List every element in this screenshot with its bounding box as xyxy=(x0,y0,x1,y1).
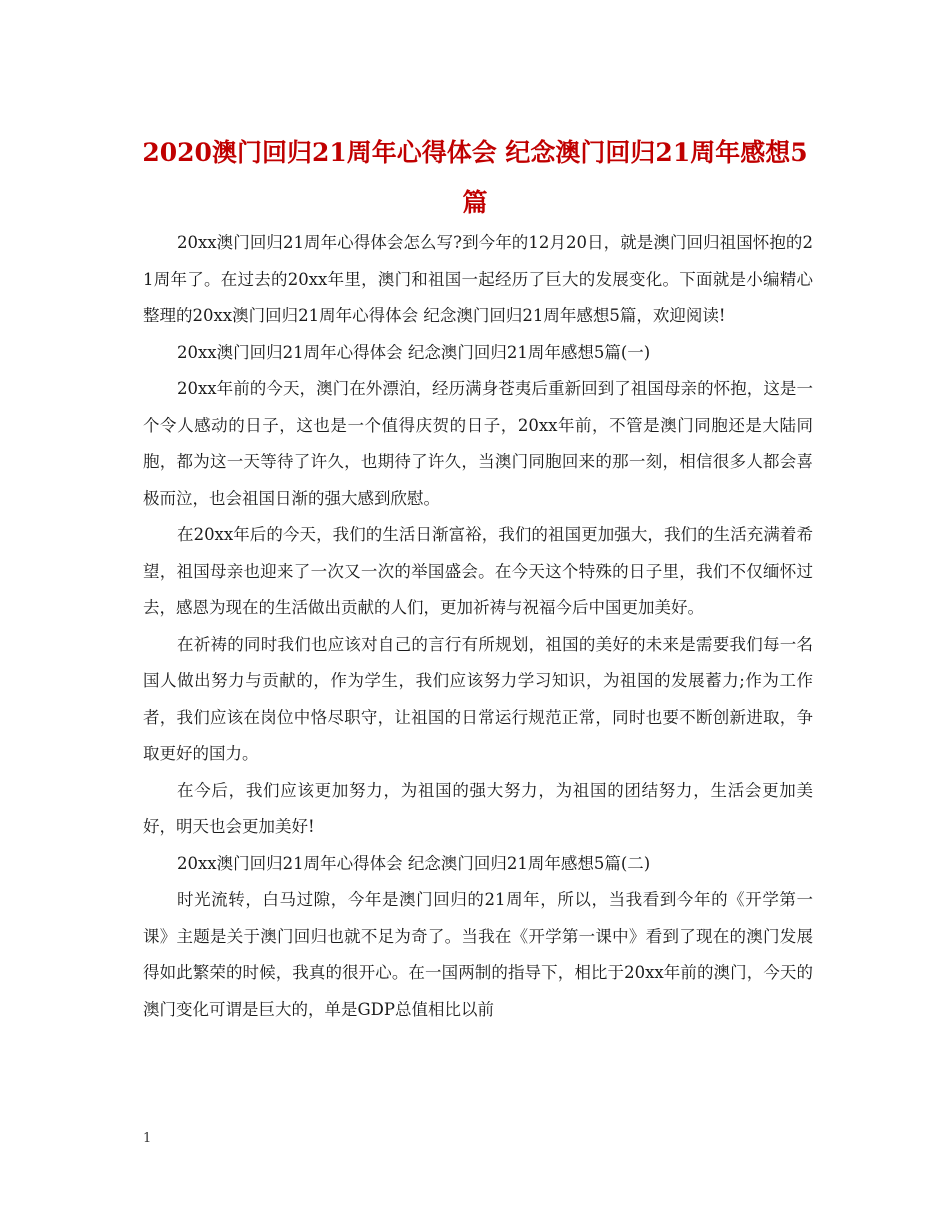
body-paragraph: 在今后，我们应该更加努力，为祖国的强大努力，为祖国的团结努力，生活会更加美好，明天也会更加美好! xyxy=(143,780,813,836)
intro-paragraph: 20xx澳门回归21周年心得体会怎么写?到今年的12月20日，就是澳门回归祖国怀抱的21周年了。在过去的20xx年里，澳门和祖国一起经历了巨大的发展变化。下面就是小编精心整理的20xx澳门回归21周年心得体会 纪念澳门回归21周年感想5篇，欢迎阅读! xyxy=(143,233,813,325)
body-paragraph: 时光流转，白马过隙，今年是澳门回归的21周年，所以，当我看到今年的《开学第一课》主题是关于澳门回归也就不足为奇了。当我在《开学第一课中》看到了现在的澳门发展得如此繁荣的时候，我真的很开心。在一国两制的指导下，相比于20xx年前的澳门，今天的澳门变化可谓是巨大的，单是GDP总值相比以前 xyxy=(143,890,813,1019)
body-paragraph: 20xx年前的今天，澳门在外漂泊，经历满身苍夷后重新回到了祖国母亲的怀抱，这是一个令人感动的日子，这也是一个值得庆贺的日子，20xx年前，不管是澳门同胞还是大陆同胞，都为这一天等待了许久，也期待了许久，当澳门同胞回来的那一刻，相信很多人都会喜极而泣，也会祖国日渐的强大感到欣慰。 xyxy=(143,379,813,508)
page-number: 1 xyxy=(143,1131,152,1146)
section-heading-2: 20xx澳门回归21周年心得体会 纪念澳门回归21周年感想5篇(二) xyxy=(177,853,651,873)
body-paragraph: 在祈祷的同时我们也应该对自己的言行有所规划，祖国的美好的未来是需要我们每一名国人做出努力与贡献的，作为学生，我们应该努力学习知识，为祖国的发展蓄力;作为工作者，我们应该在岗位中恪尽职守，让祖国的日常运行规范正常，同时也要不断创新进取，争取更好的国力。 xyxy=(143,634,813,763)
section-heading-1: 20xx澳门回归21周年心得体会 纪念澳门回归21周年感想5篇(一) xyxy=(177,342,651,362)
document-title: 2020澳门回归21周年心得体会 纪念澳门回归21周年感想5篇 xyxy=(142,138,808,217)
document-body xyxy=(143,225,813,1028)
body-paragraph: 在20xx年后的今天，我们的生活日渐富裕，我们的祖国更加强大，我们的生活充满着希望，祖国母亲也迎来了一次又一次的举国盛会。在今天这个特殊的日子里，我们不仅缅怀过去，感恩为现在的生活做出贡献的人们，更加祈祷与祝福今后中国更加美好。 xyxy=(143,525,813,617)
